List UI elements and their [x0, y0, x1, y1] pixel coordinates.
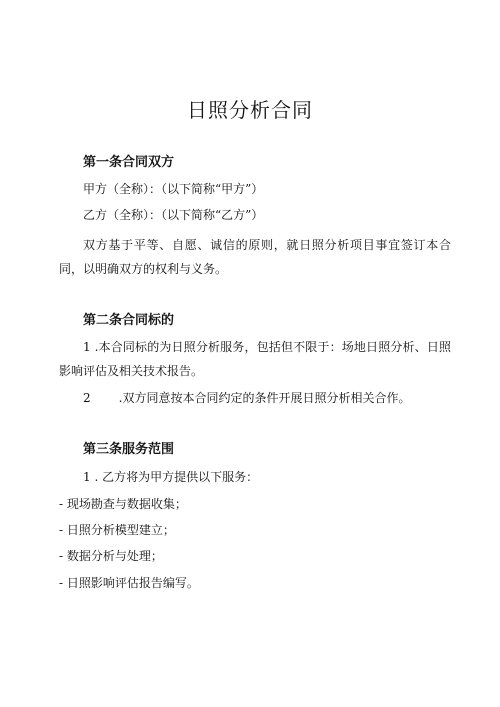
- article-2-item-1: 1 .本合同标的为日照分析服务，包括但不限于：场地日照分析、日照影响评估及相关技术报告。: [59, 340, 451, 378]
- article-2-item-2: [83, 389, 410, 407]
- service-bullet-1: - 现场勘查与数据收集；: [59, 497, 187, 511]
- service-bullet-4: - 日照影响评估报告编写。: [59, 576, 199, 590]
- article-2-item-2-number: 2: [83, 391, 91, 405]
- article-2-heading: 第二条合同标的: [83, 313, 175, 328]
- party-b-line: 乙方（全称）：（以下简称“乙方”）: [83, 208, 264, 222]
- article-3-heading: 第三条服务范围: [83, 442, 175, 457]
- party-a-line: 甲方（全称）：（以下简称“甲方”）: [83, 182, 264, 196]
- service-bullet-2: - 日照分析模型建立；: [59, 523, 175, 537]
- article-2-item-2-text: .双方同意按本合同约定的条件开展日照分析相关合作。: [118, 391, 411, 405]
- article-1-heading: 第一条合同双方: [83, 155, 175, 170]
- article-1-paragraph: 双方基于平等、自愿、诚信的原则，就日照分析项目事宜签订本合同，以明确双方的权利与义务。: [59, 238, 451, 276]
- article-3-item-1: 1 . 乙方将为甲方提供以下服务：: [83, 470, 259, 484]
- service-bullet-3: - 数据分析与处理；: [59, 549, 163, 563]
- document-title: 日照分析合同: [187, 98, 313, 122]
